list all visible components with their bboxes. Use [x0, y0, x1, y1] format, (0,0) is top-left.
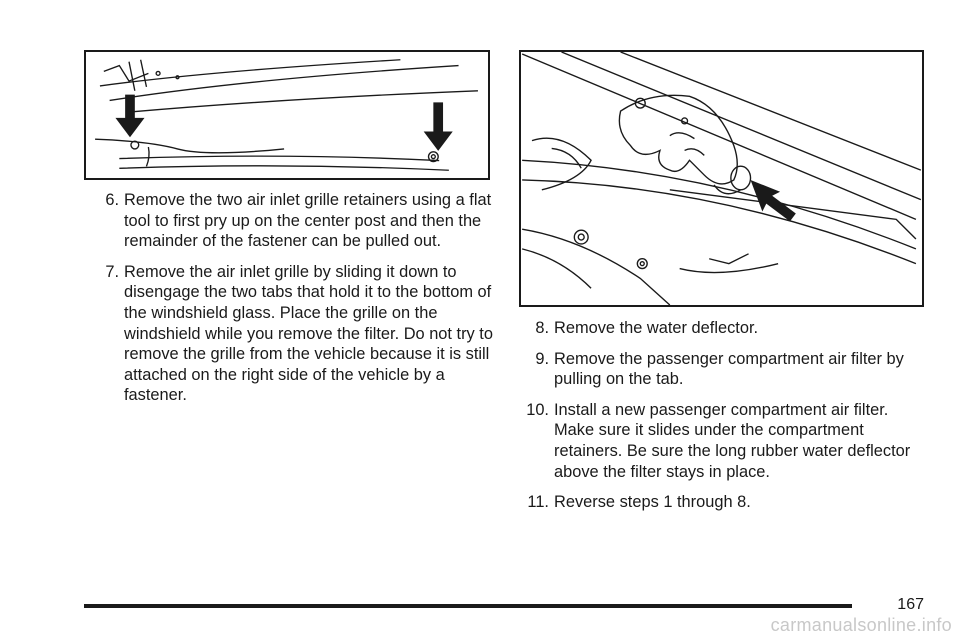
- step-text: Remove the passenger compartment air filter by pulling on the tab.: [554, 349, 904, 389]
- step-number: 8.: [535, 319, 549, 337]
- grille-retainers-illustration: [84, 50, 490, 180]
- footer-rule: [84, 604, 852, 608]
- instructions-left-column: [86, 190, 500, 416]
- watermark: carmanualsonline.info: [770, 615, 952, 635]
- step-text: Remove the two air inlet grille retainers using a flat tool to first pry up on the center post and then the remainder of the fastener can be pulled out.: [124, 191, 492, 251]
- step-8: [519, 318, 929, 339]
- step-number: 11.: [527, 493, 549, 512]
- step-number: 6.: [105, 191, 119, 209]
- step-7: [86, 262, 500, 406]
- step-6: [86, 190, 500, 252]
- instructions-right-column: [519, 318, 929, 523]
- water-deflector-illustration: [519, 50, 924, 307]
- water-deflector-drawing: [521, 52, 922, 305]
- arrow-down-right-icon: [424, 102, 453, 150]
- arrows: [115, 95, 452, 151]
- step-number: 10.: [526, 400, 549, 419]
- step-11: [519, 492, 929, 513]
- step-number: 9.: [535, 349, 549, 368]
- step-text: Remove the air inlet grille by sliding it down to disengage the two tabs that hold it to the bottom of the windshield glass. Place the grille on the windshield while you remove the filter. Do not try to remove the grille from the vehicle because it is still attached on the right side of the vehicle by a fastener.: [124, 262, 493, 405]
- grille-retainers-drawing: [86, 52, 488, 178]
- step-number: 7.: [105, 262, 119, 281]
- arrow-down-left-icon: [115, 95, 144, 138]
- step-9: [519, 349, 929, 390]
- step-10: [519, 400, 929, 482]
- step-text: Reverse steps 1 through 8.: [554, 493, 751, 512]
- step-text: Install a new passenger compartment air filter. Make sure it slides under the compartment retainers. Be sure the long rubber water deflector above the filter stays in place.: [554, 400, 911, 481]
- page-number: 167: [897, 596, 924, 613]
- step-text: Remove the water deflector.: [554, 319, 759, 337]
